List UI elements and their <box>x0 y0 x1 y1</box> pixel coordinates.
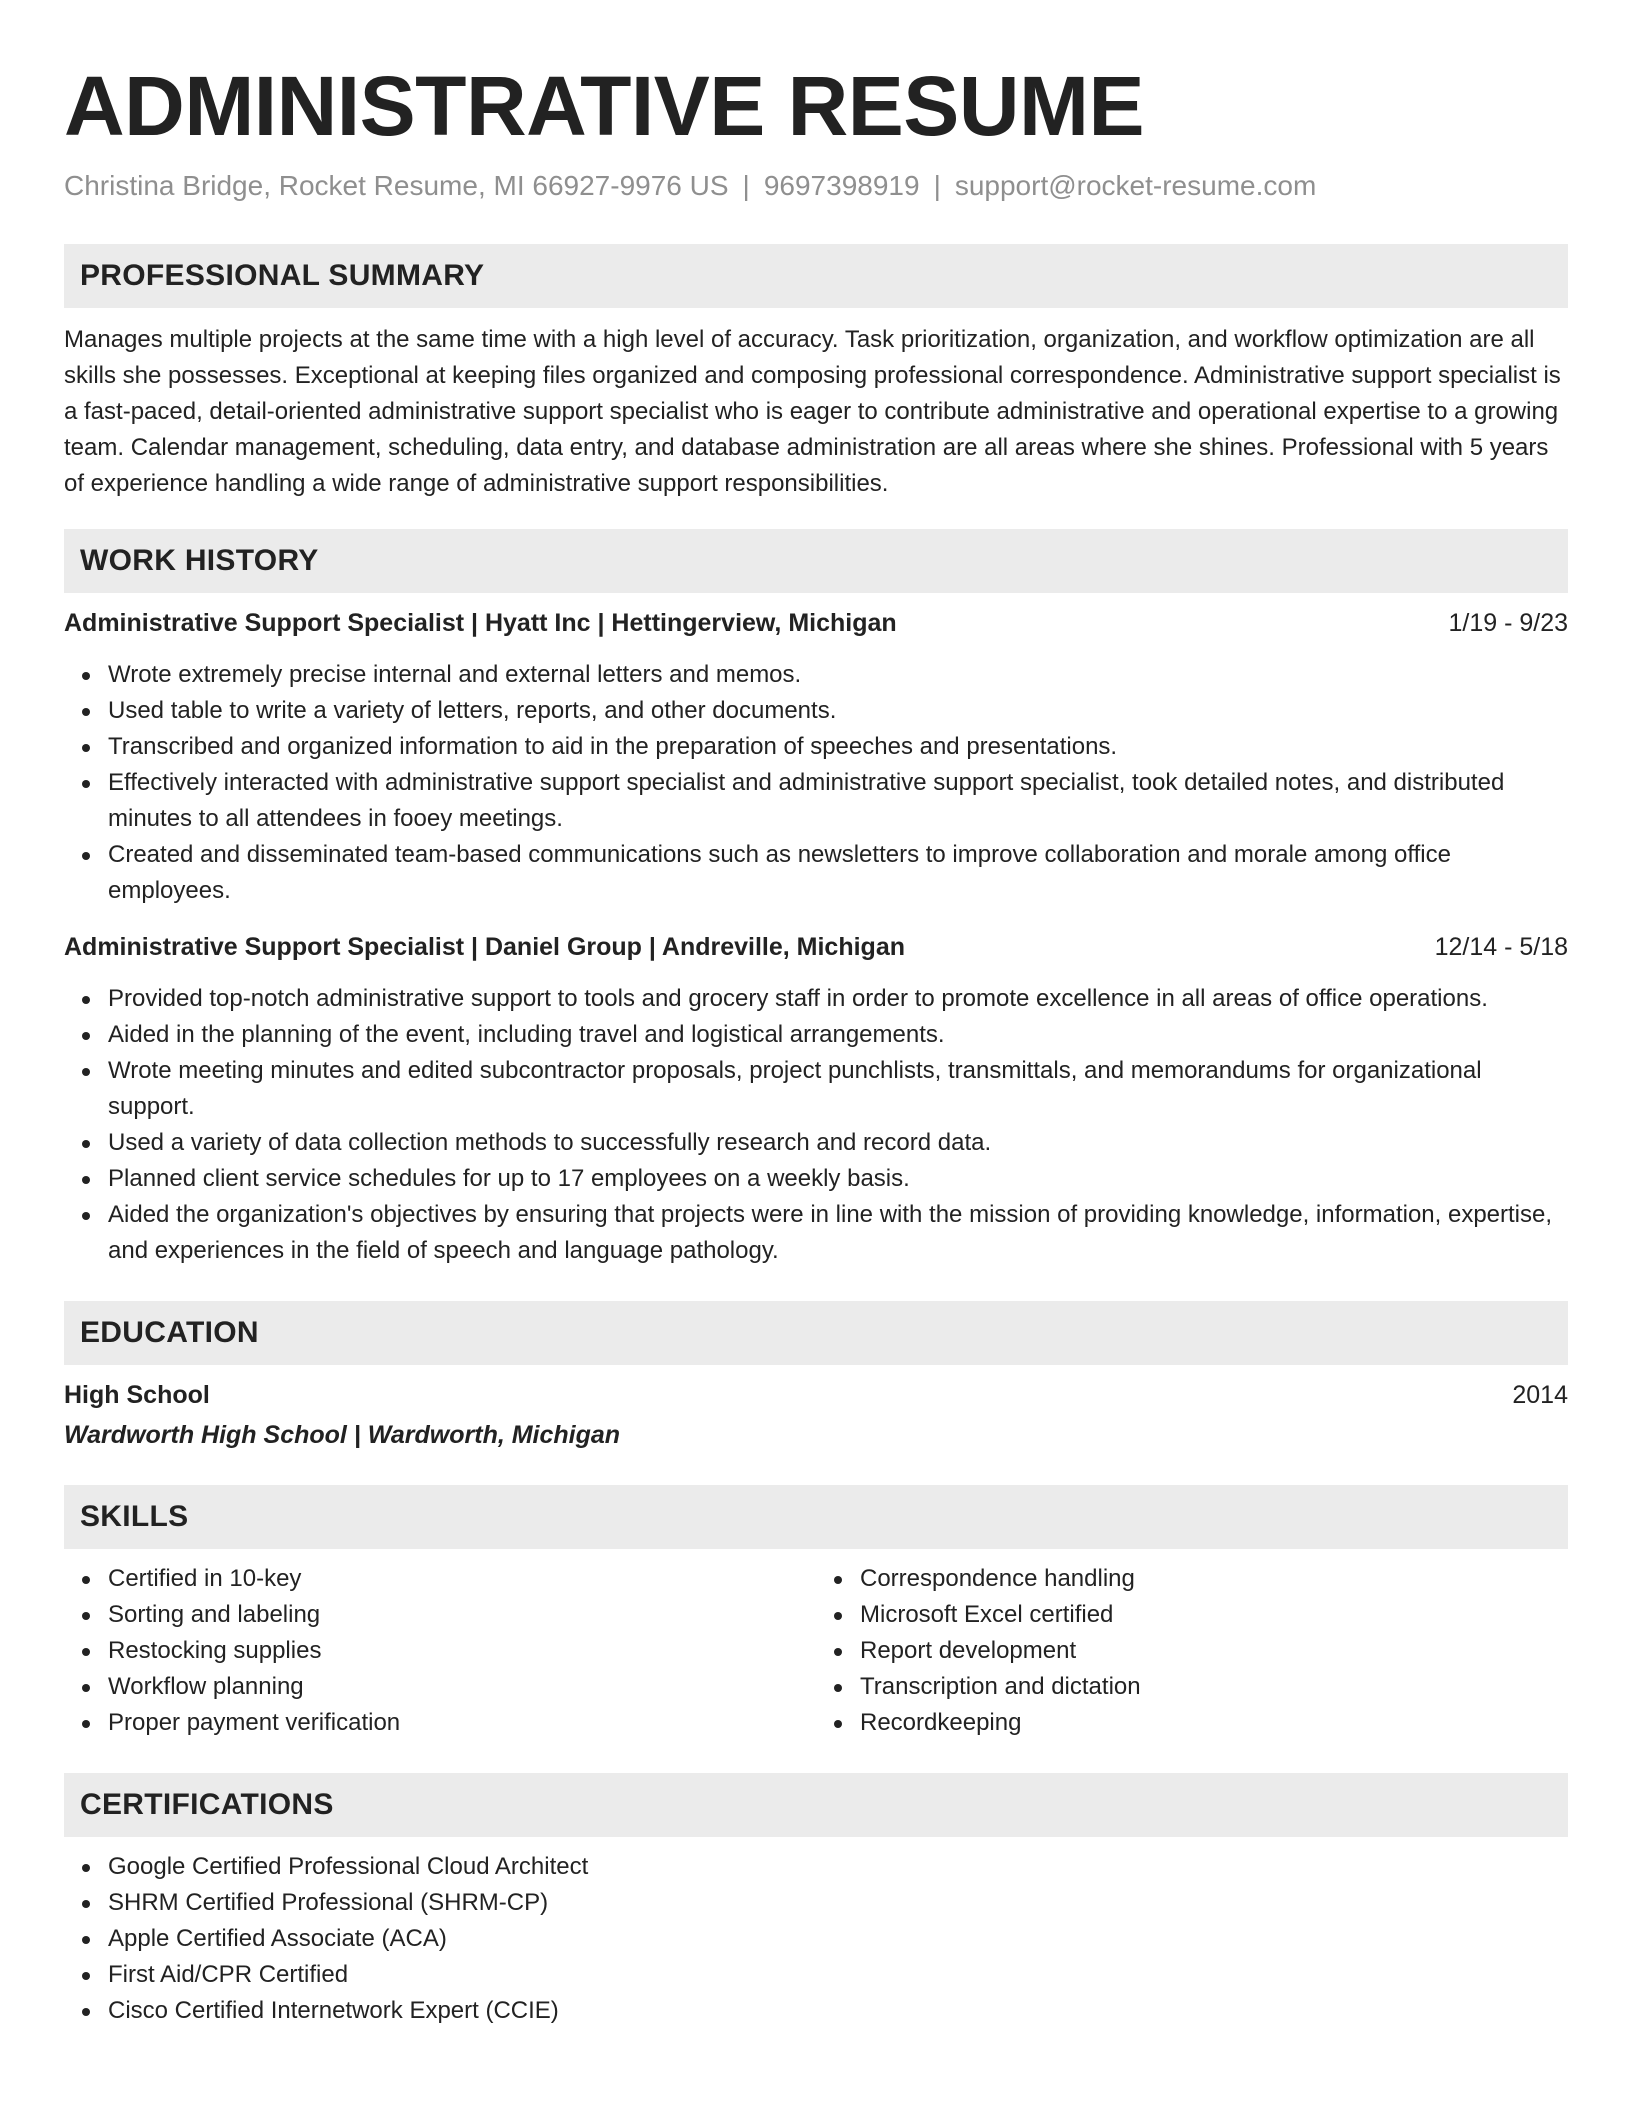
skills-list-left <box>64 1561 816 1741</box>
job-bullet-list <box>64 981 1568 1269</box>
education-entry <box>64 1377 1568 1413</box>
job-entry <box>64 929 1568 1269</box>
skill-item: Workflow planning <box>108 1669 816 1705</box>
contact-line <box>64 168 1568 204</box>
education-year: 2014 <box>1512 1381 1568 1409</box>
job-header <box>64 929 1568 965</box>
job-header <box>64 605 1568 641</box>
job-title: Administrative Support Specialist | Daniel Group | Andreville, Michigan <box>64 933 905 961</box>
job-dates: 1/19 - 9/23 <box>1448 609 1568 637</box>
job-bullet: Aided the organization's objectives by ensuring that projects were in line with the mission of providing knowledge, information, expertise, and experiences in the field of speech and language pathology. <box>108 1197 1568 1269</box>
job-bullet: Wrote meeting minutes and edited subcontractor proposals, project punchlists, transmittals, and memorandums for organizational support. <box>108 1053 1568 1125</box>
skill-item: Report development <box>860 1633 1568 1669</box>
contact-separator: | <box>933 170 941 201</box>
job-bullet: Used table to write a variety of letters, reports, and other documents. <box>108 693 1568 729</box>
certification-item: First Aid/CPR Certified <box>108 1957 1568 1993</box>
contact-phone: 9697398919 <box>763 170 920 201</box>
skills-list-right <box>816 1561 1568 1741</box>
summary-section-header <box>64 244 1568 308</box>
skill-item: Sorting and labeling <box>108 1597 816 1633</box>
certifications-list <box>64 1849 1568 2029</box>
summary-text: Manages multiple projects at the same time with a high level of accuracy. Task prioritization, organization, and workflow optimization are all skills she possesses. Exceptional at keeping files organized and composing professional correspondence. Administrative support specialist is a fast-paced, detail-oriented administrative support specialist who is eager to contribute administrative and operational expertise to a growing team. Calendar management, scheduling, data entry, and database administration are all areas where she shines. Professional with 5 years of experience handling a wide range of administrative support responsibilities. <box>64 326 1561 497</box>
skill-item: Proper payment verification <box>108 1705 816 1741</box>
certification-item: Google Certified Professional Cloud Architect <box>108 1849 1568 1885</box>
job-dates: 12/14 - 5/18 <box>1434 933 1568 961</box>
education-degree: High School <box>64 1381 210 1409</box>
job-title: Administrative Support Specialist | Hyatt Inc | Hettingerview, Michigan <box>64 609 897 637</box>
job-bullet: Provided top-notch administrative support to tools and grocery staff in order to promote excellence in all areas of office operations. <box>108 981 1568 1017</box>
job-bullet: Wrote extremely precise internal and external letters and memos. <box>108 657 1568 693</box>
skills-grid <box>64 1561 1568 1741</box>
certification-item: SHRM Certified Professional (SHRM-CP) <box>108 1885 1568 1921</box>
skills-heading: SKILLS <box>80 1500 189 1533</box>
skill-item: Recordkeeping <box>860 1705 1568 1741</box>
resume-title: ADMINISTRATIVE RESUME <box>64 59 1144 153</box>
summary-heading: PROFESSIONAL SUMMARY <box>80 259 485 292</box>
certification-item: Apple Certified Associate (ACA) <box>108 1921 1568 1957</box>
contact-email[interactable]: support@rocket-resume.com <box>954 170 1317 201</box>
work-section-header <box>64 529 1568 593</box>
job-bullet-list <box>64 657 1568 909</box>
skill-item: Certified in 10-key <box>108 1561 816 1597</box>
skill-item: Transcription and dictation <box>860 1669 1568 1705</box>
work-heading: WORK HISTORY <box>80 544 319 577</box>
skill-item: Correspondence handling <box>860 1561 1568 1597</box>
job-bullet: Created and disseminated team-based communications such as newsletters to improve collaboration and morale among office employees. <box>108 837 1568 909</box>
contact-separator: | <box>742 170 750 201</box>
job-bullet: Transcribed and organized information to aid in the preparation of speeches and presentations. <box>108 729 1568 765</box>
education-school: Wardworth High School | Wardworth, Michigan <box>64 1421 621 1449</box>
certifications-heading: CERTIFICATIONS <box>80 1788 334 1821</box>
skill-item: Microsoft Excel certified <box>860 1597 1568 1633</box>
skill-item: Restocking supplies <box>108 1633 816 1669</box>
skills-section-header <box>64 1485 1568 1549</box>
contact-address: Christina Bridge, Rocket Resume, MI 66927-9976 US <box>64 170 729 201</box>
job-bullet: Planned client service schedules for up to 17 employees on a weekly basis. <box>108 1161 1568 1197</box>
certification-item: Cisco Certified Internetwork Expert (CCIE) <box>108 1993 1568 2029</box>
education-heading: EDUCATION <box>80 1316 259 1349</box>
job-bullet: Aided in the planning of the event, including travel and logistical arrangements. <box>108 1017 1568 1053</box>
job-bullet: Used a variety of data collection methods to successfully research and record data. <box>108 1125 1568 1161</box>
education-section-header <box>64 1301 1568 1365</box>
job-entry <box>64 605 1568 909</box>
job-bullet: Effectively interacted with administrative support specialist and administrative support specialist, took detailed notes, and distributed minutes to all attendees in fooey meetings. <box>108 765 1568 837</box>
certifications-section-header <box>64 1773 1568 1837</box>
work-history-list <box>64 605 1568 1269</box>
